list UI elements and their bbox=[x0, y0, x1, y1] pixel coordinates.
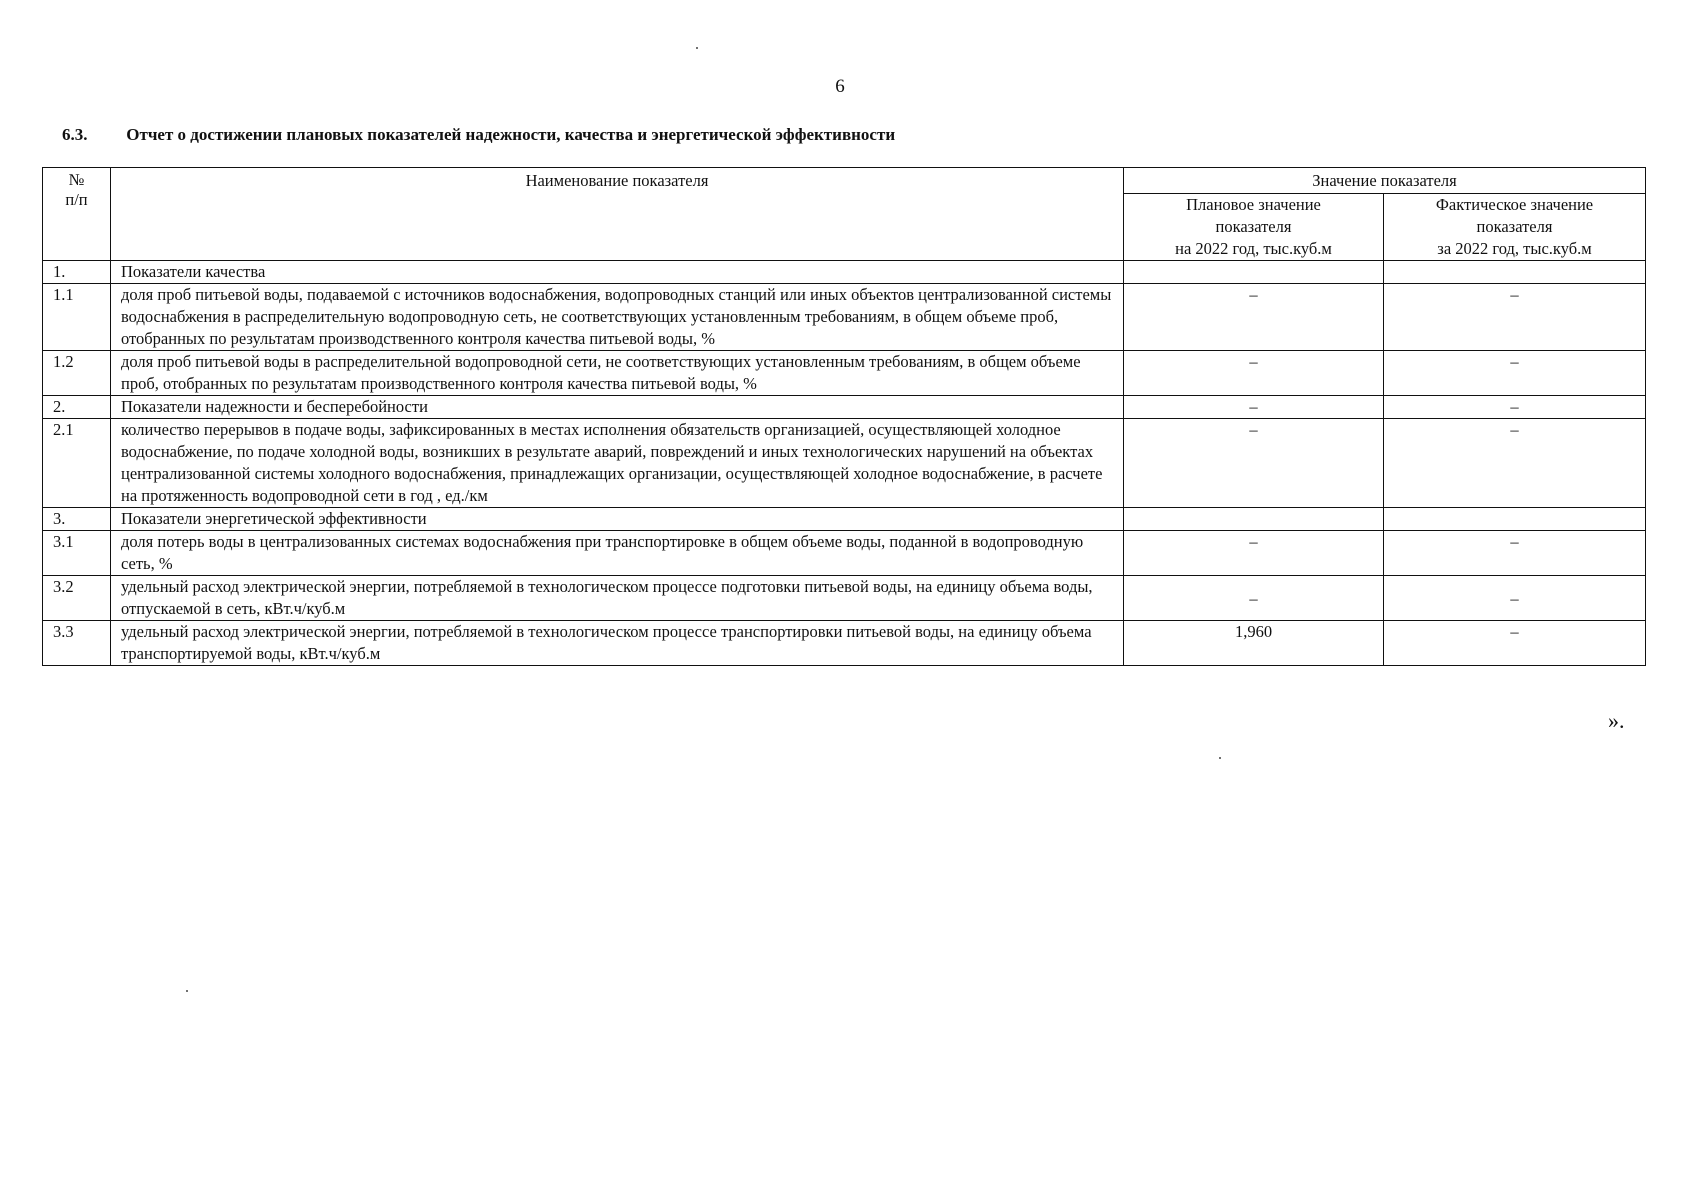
row-actual: – bbox=[1384, 419, 1646, 508]
header-actual-line1: Фактическое значение bbox=[1435, 195, 1594, 214]
row-num: 2. bbox=[43, 396, 111, 419]
closing-quote: ». bbox=[1608, 708, 1625, 733]
row-actual: – bbox=[1384, 576, 1646, 621]
table-row bbox=[43, 351, 1646, 396]
table-row bbox=[43, 261, 1646, 284]
table-row bbox=[43, 396, 1646, 419]
row-num: 3.1 bbox=[43, 531, 111, 576]
row-planned bbox=[1124, 261, 1384, 284]
table-row bbox=[43, 621, 1646, 666]
header-planned-line3: на 2022 год, тыс.куб.м bbox=[1175, 239, 1332, 258]
row-actual: – bbox=[1384, 396, 1646, 419]
table-row bbox=[43, 576, 1646, 621]
row-name: удельный расход электрической энергии, потребляемой в технологическом процессе подготовки питьевой воды, на единицу объема воды, отпускаемой в сеть, кВт.ч/куб.м bbox=[111, 576, 1124, 621]
row-name: Показатели энергетической эффективности bbox=[111, 508, 1124, 531]
indicators-table bbox=[42, 167, 1646, 666]
header-value-group: Значение показателя bbox=[1124, 168, 1646, 194]
scan-speck bbox=[696, 47, 698, 49]
row-num: 3.2 bbox=[43, 576, 111, 621]
row-planned: – bbox=[1124, 284, 1384, 351]
row-planned bbox=[1124, 508, 1384, 531]
scan-speck bbox=[1219, 757, 1221, 759]
row-planned: 1,960 bbox=[1124, 621, 1384, 666]
row-planned: – bbox=[1124, 396, 1384, 419]
row-actual: – bbox=[1384, 621, 1646, 666]
table-row bbox=[43, 419, 1646, 508]
row-name: доля проб питьевой воды в распределительной водопроводной сети, не соответствующих установленным требованиям, в общем объеме проб, отобранных по результатам производственного контроля качества питьевой воды, % bbox=[111, 351, 1124, 396]
header-name: Наименование показателя bbox=[111, 168, 1124, 261]
row-planned: – bbox=[1124, 351, 1384, 396]
row-planned: – bbox=[1124, 576, 1384, 621]
table-row bbox=[43, 508, 1646, 531]
row-name: Показатели качества bbox=[111, 261, 1124, 284]
header-actual-line3: за 2022 год, тыс.куб.м bbox=[1437, 239, 1592, 258]
row-name: Показатели надежности и бесперебойности bbox=[111, 396, 1124, 419]
section-number: 6.3. bbox=[62, 125, 88, 144]
row-num: 1.2 bbox=[43, 351, 111, 396]
row-num: 3. bbox=[43, 508, 111, 531]
header-planned-line1: Плановое значение bbox=[1186, 195, 1321, 214]
row-actual: – bbox=[1384, 351, 1646, 396]
row-name: доля потерь воды в централизованных системах водоснабжения при транспортировке в общем объеме воды, поданной в водопроводную сеть, % bbox=[111, 531, 1124, 576]
header-planned bbox=[1124, 194, 1384, 261]
row-num: 2.1 bbox=[43, 419, 111, 508]
table-row bbox=[43, 284, 1646, 351]
header-num-label: № п/п bbox=[65, 170, 88, 209]
header-planned-line2: показателя bbox=[1215, 217, 1292, 236]
row-actual: – bbox=[1384, 284, 1646, 351]
row-num: 3.3 bbox=[43, 621, 111, 666]
page-number: 6 bbox=[835, 76, 845, 97]
row-planned: – bbox=[1124, 419, 1384, 508]
row-name: доля проб питьевой воды, подаваемой с источников водоснабжения, водопроводных станций или иных объектов централизованной системы водоснабжения в распределительную водопроводную сеть, не соответствующих установленным требованиям, в общем объеме проб, отобранных по результатам производственного контроля качества питьевой воды, % bbox=[111, 284, 1124, 351]
row-actual: – bbox=[1384, 531, 1646, 576]
header-actual-line2: показателя bbox=[1476, 217, 1553, 236]
row-name: удельный расход электрической энергии, потребляемой в технологическом процессе транспортировки питьевой воды, на единицу объема транспортируемой воды, кВт.ч/куб.м bbox=[111, 621, 1124, 666]
row-actual bbox=[1384, 261, 1646, 284]
row-planned: – bbox=[1124, 531, 1384, 576]
scan-speck bbox=[186, 990, 188, 992]
row-name: количество перерывов в подаче воды, зафиксированных в местах исполнения обязательств организацией, осуществляющей холодное водоснабжение, по подаче холодной воды, возникших в результате аварий, повреждений и иных технологических нарушений на объектах централизованной системы холодного водоснабжения, принадлежащих организации, осуществляющей холодное водоснабжение, в расчете на протяженность водопроводной сети в год , ед./км bbox=[111, 419, 1124, 508]
section-title: Отчет о достижении плановых показателей надежности, качества и энергетической эффективности bbox=[126, 125, 896, 144]
header-actual bbox=[1384, 194, 1646, 261]
row-num: 1. bbox=[43, 261, 111, 284]
table-row bbox=[43, 531, 1646, 576]
header-num bbox=[43, 168, 111, 261]
section-heading bbox=[62, 125, 895, 145]
row-actual bbox=[1384, 508, 1646, 531]
row-num: 1.1 bbox=[43, 284, 111, 351]
